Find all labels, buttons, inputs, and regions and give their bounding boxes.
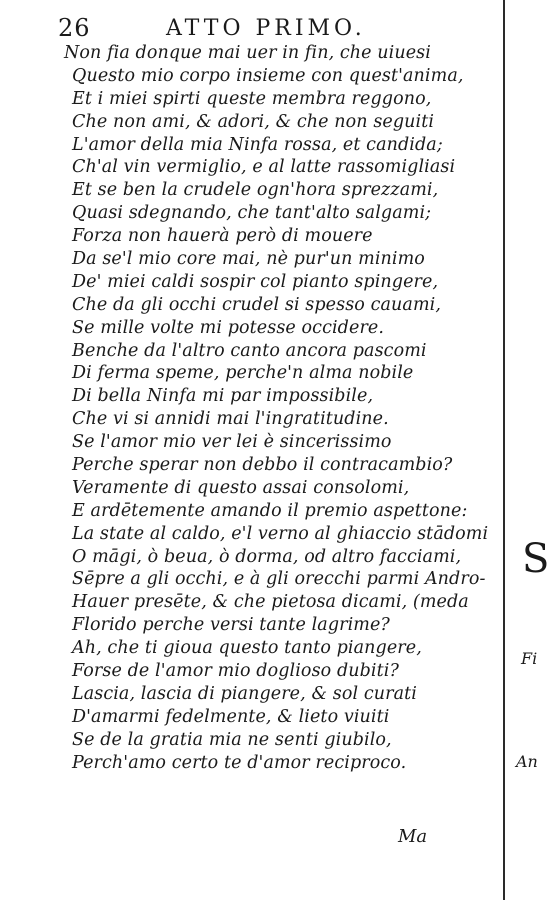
- verse-line: E ardētemente amando il premio aspettone:: [72, 500, 468, 521]
- page-gutter-line: [503, 0, 505, 900]
- verse-line: Florido perche versi tante lagrime?: [72, 615, 390, 636]
- verse-line: Non fia donque mai uer in fin, che uiuesi: [64, 43, 431, 63]
- verse-line: Sēpre a gli occhi, e à gli orecchi parmi Andro-: [72, 569, 486, 590]
- verse-line: Et se ben la crudele ogn'hora sprezzami,: [72, 180, 439, 201]
- verse-line: Perch'amo certo te d'amor reciproco.: [72, 752, 407, 773]
- verse-line: Che da gli occhi crudel si spesso cauami,: [72, 294, 441, 315]
- verse-line: Forse de l'amor mio doglioso dubiti?: [72, 661, 399, 682]
- verse-line: La state al caldo, e'l verno al ghiaccio stādomi: [72, 523, 489, 544]
- verse-line: Che non ami, & adori, & che non seguiti: [72, 111, 435, 132]
- page-header: [58, 14, 438, 44]
- verse-line: Hauer presēte, & che pietosa dicami, (meda: [72, 592, 469, 613]
- verse-line: O māgi, ò beua, ò dorma, od altro facciami,: [72, 546, 462, 567]
- page-number: 26: [58, 14, 91, 42]
- next-page-initial: S: [522, 536, 549, 582]
- next-page-speaker-1: Fi: [521, 649, 538, 668]
- verse-line: Forza non hauerà però di mouere: [72, 226, 373, 247]
- verse-line: Perche sperar non debbo il contracambio?: [72, 455, 453, 476]
- verse-line: Quasi sdegnando, che tant'alto salgami;: [72, 203, 432, 224]
- verse-line: Questo mio corpo insieme con quest'anima,: [72, 65, 464, 86]
- verse-line: D'amarmi fedelmente, & lieto viuiti: [72, 706, 390, 727]
- verse-line: Ch'al vin vermiglio, e al latte rassomigliasi: [72, 157, 456, 178]
- verse-line: Ah, che ti gioua questo tanto piangere,: [72, 638, 422, 659]
- verse-line: Benche da l'altro canto ancora pascomi: [72, 340, 427, 361]
- verse-line: Se l'amor mio ver lei è sincerissimo: [72, 432, 392, 453]
- verse-line: Lascia, lascia di piangere, & sol curati: [72, 683, 417, 704]
- verse-line: De' miei caldi sospir col pianto spingere,: [72, 271, 439, 292]
- verse-line: Se mille volte mi potesse occidere.: [72, 317, 385, 338]
- running-head: ATTO PRIMO.: [166, 16, 366, 41]
- verse-line: Da se'l mio core mai, nè pur'un minimo: [72, 249, 425, 270]
- verse-line: Di ferma speme, perche'n alma nobile: [72, 363, 414, 384]
- catchword: Ma: [398, 826, 428, 847]
- verse-line: Se de la gratia mia ne senti giubilo,: [72, 729, 392, 750]
- next-page-speaker-2: An: [516, 752, 538, 771]
- verse-line: Veramente di questo assai consolomi,: [72, 477, 410, 498]
- verse-block: [64, 42, 504, 775]
- verse-line: L'amor della mia Ninfa rossa, et candida;: [72, 134, 443, 155]
- verse-line: Et i miei spirti queste membra reggono,: [72, 88, 432, 109]
- verse-line: Di bella Ninfa mi par impossibile,: [72, 386, 374, 407]
- verse-line: Che vi si annidi mai l'ingratitudine.: [72, 409, 389, 430]
